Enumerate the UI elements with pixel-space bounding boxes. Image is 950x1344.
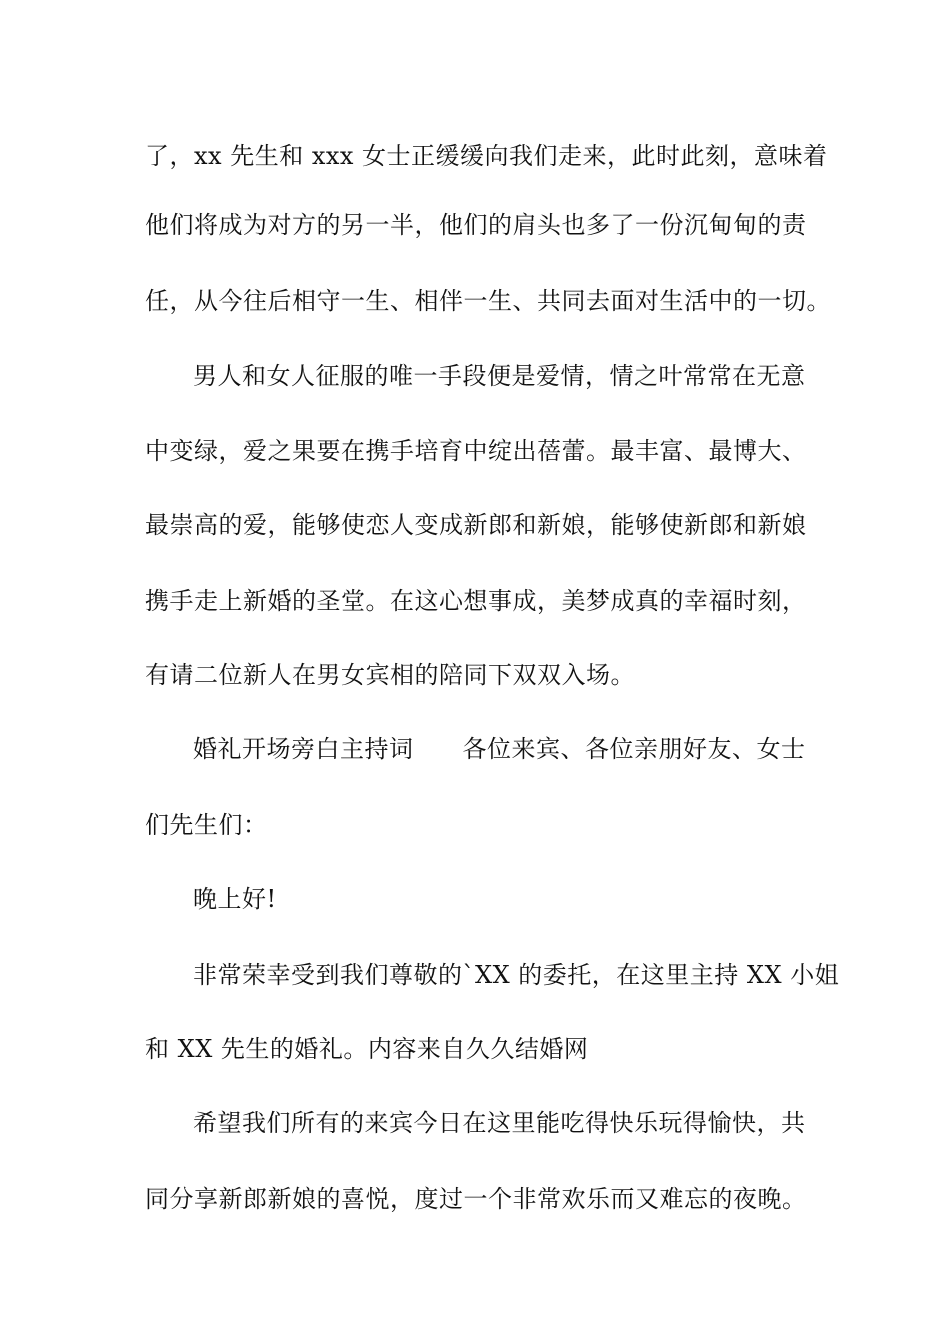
paragraph-line: 任，从今往后相守一生、相伴一生、共同去面对生活中的一切。: [145, 287, 831, 315]
paragraph-line: 们先生们：: [145, 811, 268, 839]
paragraph-line: 他们将成为对方的另一半，他们的肩头也多了一份沉甸甸的责: [145, 211, 807, 239]
paragraph-line: 男人和女人征服的唯一手段便是爱情，情之叶常常在无意: [193, 362, 806, 390]
paragraph-line: 和 XX 先生的婚礼。内容来自久久结婚网: [145, 1035, 589, 1063]
paragraph-line: 晚上好!: [193, 885, 277, 913]
paragraph-line: 中变绿，爱之果要在携手培育中绽出蓓蕾。最丰富、最博大、: [145, 437, 807, 465]
paragraph-line: 了，xx 先生和 xxx 女士正缓缓向我们走来，此时此刻，意味着: [145, 142, 828, 170]
paragraph-line: 希望我们所有的来宾今日在这里能吃得快乐玩得愉快，共: [193, 1109, 806, 1137]
paragraph-line: 婚礼开场旁白主持词 各位来宾、各位亲朋好友、女士: [193, 735, 806, 763]
paragraph-line: 最崇高的爱，能够使恋人变成新郎和新娘，能够使新郎和新娘: [145, 511, 807, 539]
paragraph-line: 有请二位新人在男女宾相的陪同下双双入场。: [145, 661, 635, 689]
paragraph-line: 携手走上新婚的圣堂。在这心想事成，美梦成真的幸福时刻，: [145, 587, 807, 615]
paragraph-line: 非常荣幸受到我们尊敬的`XX 的委托，在这里主持 XX 小姐: [193, 961, 840, 989]
paragraph-line: 同分享新郎新娘的喜悦，度过一个非常欢乐而又难忘的夜晚。: [145, 1185, 807, 1213]
